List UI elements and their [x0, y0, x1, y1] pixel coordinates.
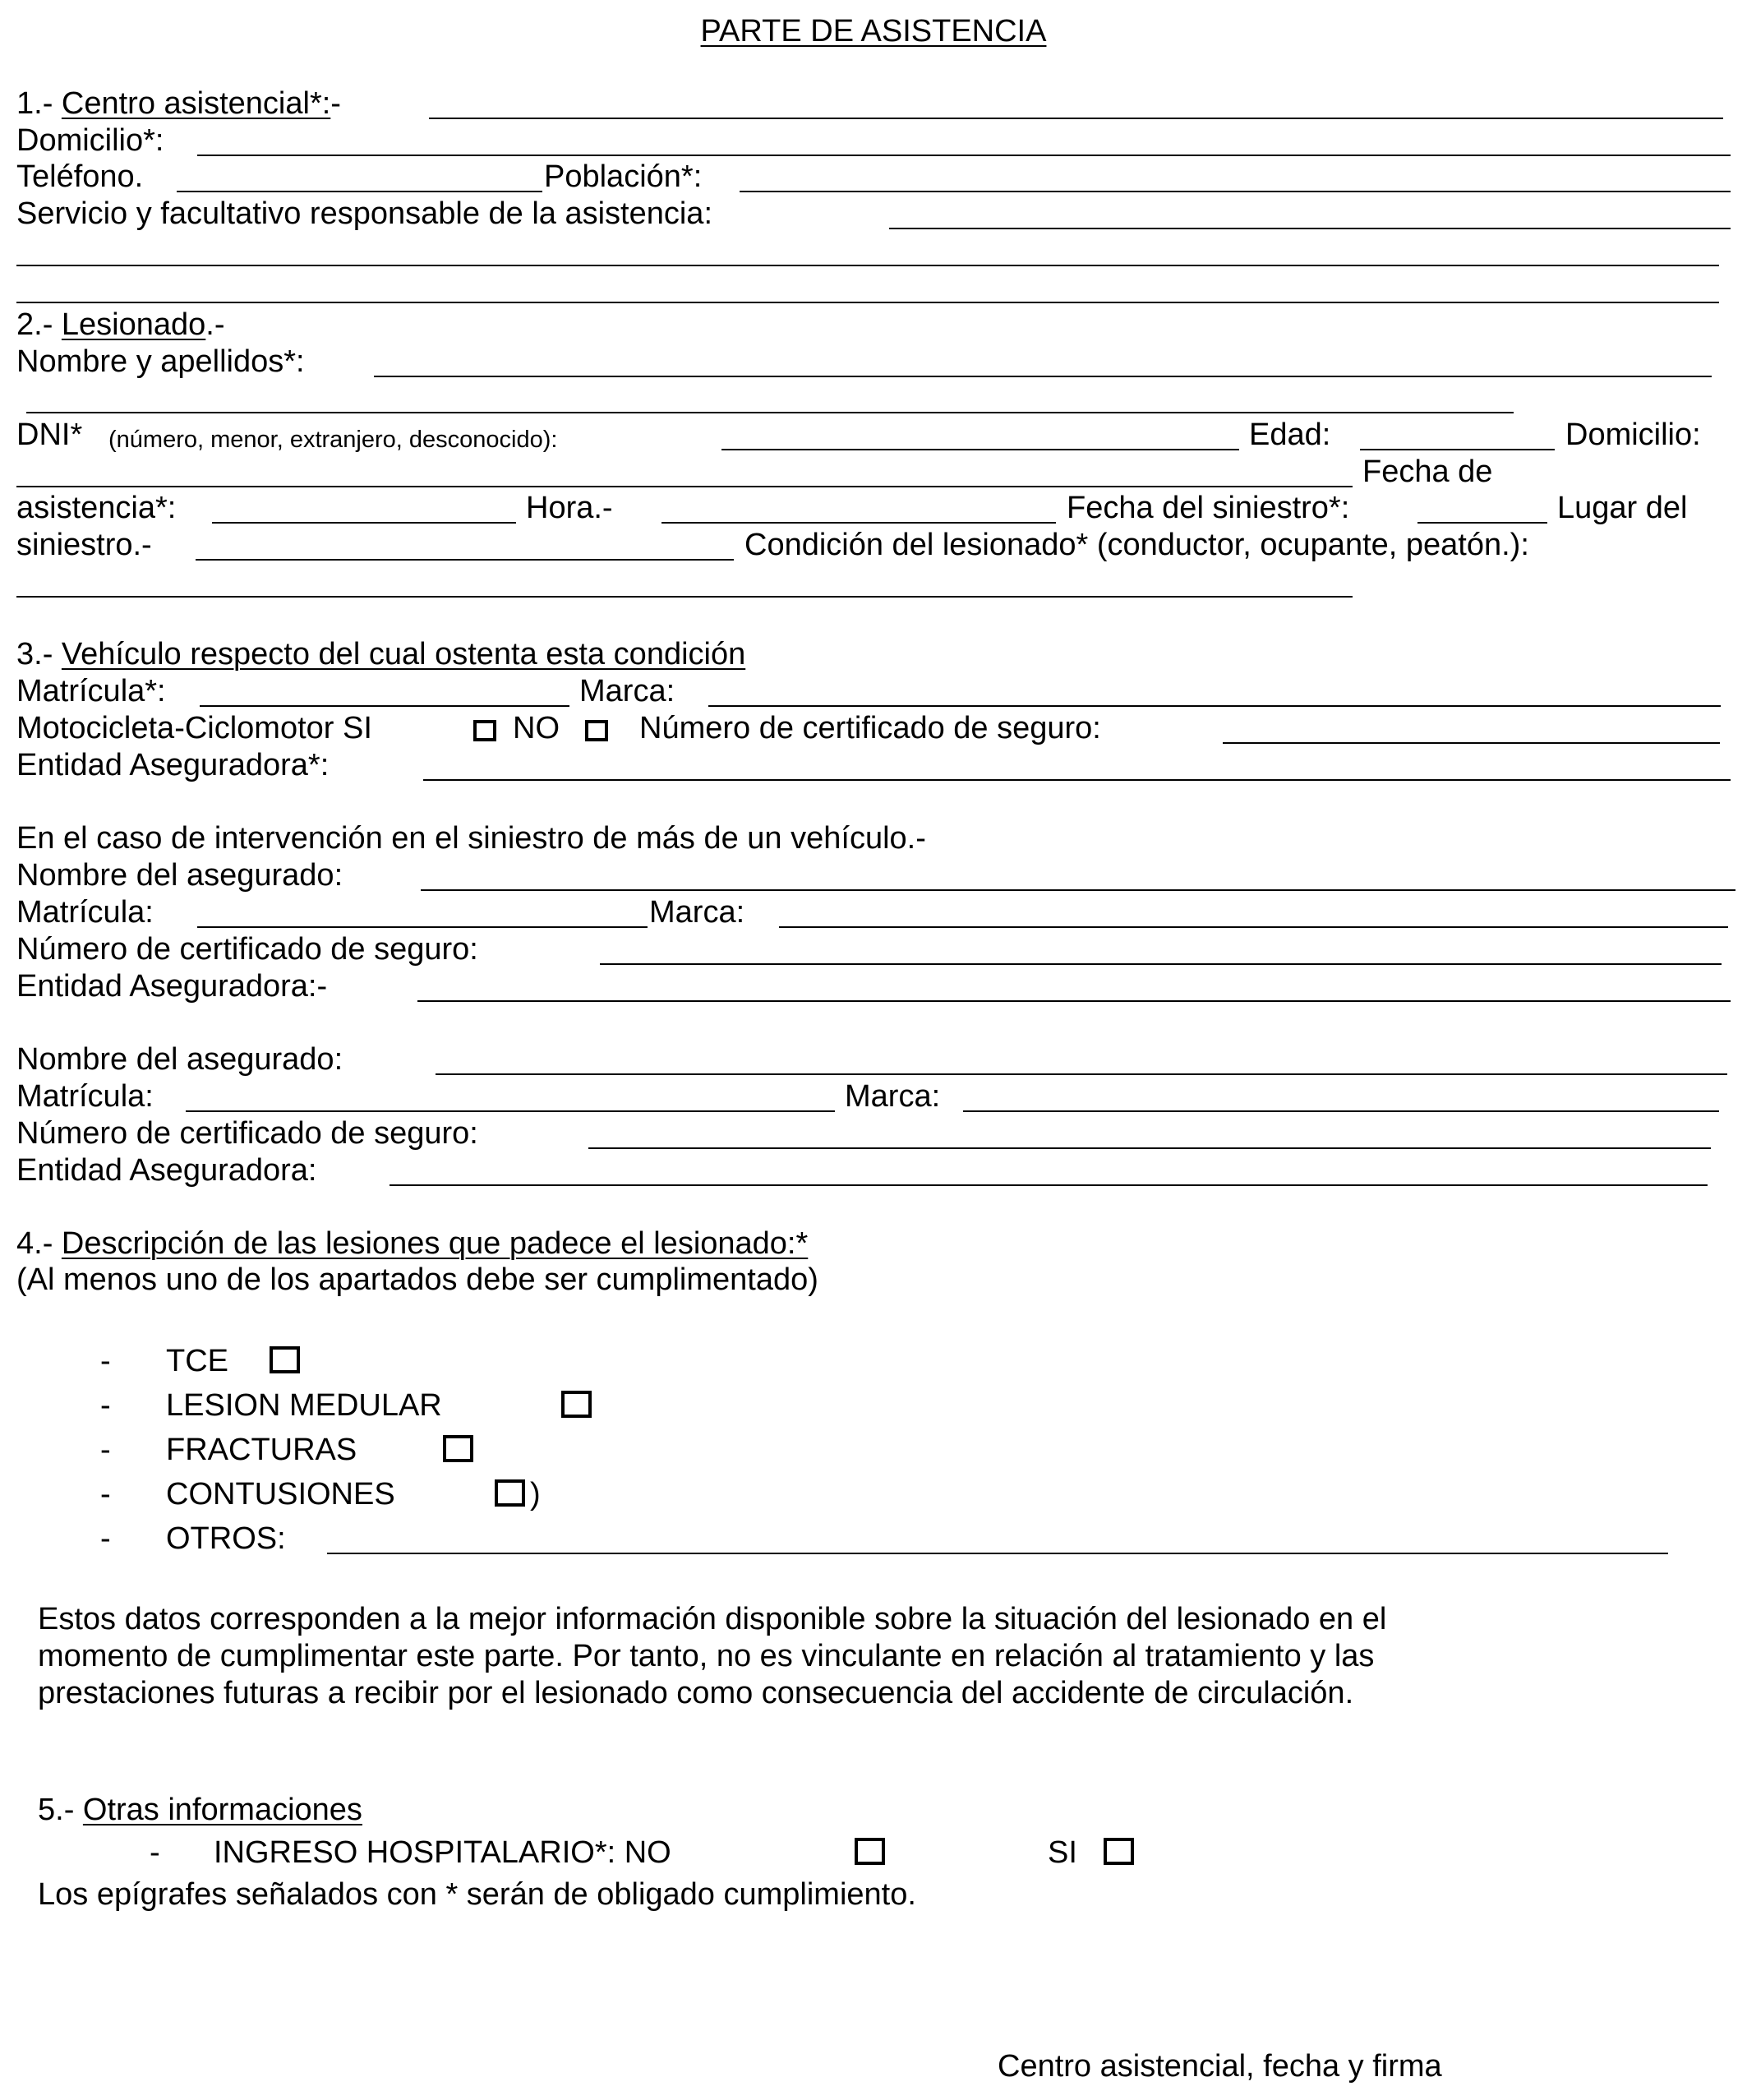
section3-heading: Vehículo respecto del cual ostenta esta condición [61, 637, 746, 672]
section2-hora-label: Hora.- [526, 491, 613, 525]
centro-asistencial-field[interactable] [429, 92, 1723, 119]
servicio-facultativo-field-2[interactable] [16, 239, 1719, 266]
condicion-lesionado-field[interactable] [16, 570, 1353, 598]
section5-header-line [0, 1792, 1747, 1830]
section3-moto-label: Motocicleta-Ciclomotor SI [16, 711, 372, 745]
section2-fecha-siniestro-label: Fecha del siniestro*: [1067, 491, 1350, 525]
section2-nombre-line [0, 344, 1747, 381]
section2-header-line [0, 307, 1747, 344]
ingreso-si-label: SI [1048, 1835, 1077, 1870]
title-line [0, 13, 1747, 51]
section1-heading: Centro asistencial*: [61, 86, 331, 121]
vehicle2-entidad-label: Entidad Aseguradora: [16, 1153, 317, 1188]
vehicle1-nombre-label: Nombre del asegurado: [16, 858, 343, 893]
section5-header [38, 1792, 362, 1828]
ingreso-no-checkbox[interactable] [855, 1838, 885, 1865]
section5-ingreso-line [0, 1835, 1747, 1872]
servicio-facultativo-field[interactable] [889, 202, 1731, 229]
vehicle1-matricula-field[interactable] [197, 901, 648, 928]
section4-number: 4.- [16, 1226, 62, 1261]
other-vehicles-intro-line [0, 820, 1747, 858]
vehicle1-entidad-label: Entidad Aseguradora:- [16, 969, 328, 1004]
vehiculo-entidad-field[interactable] [423, 754, 1731, 781]
section3-marca-label: Marca: [579, 674, 675, 708]
otros-lesiones-field[interactable] [327, 1527, 1668, 1554]
vehicle1-matricula-line [0, 894, 1747, 932]
contusiones-checkbox[interactable] [495, 1479, 525, 1507]
signature-label: Centro asistencial, fecha y firma [998, 2049, 1442, 2084]
fecha-asistencia-field[interactable] [212, 496, 516, 524]
section1-header [16, 85, 341, 122]
section2-domicilio-line [0, 454, 1747, 492]
section4-header-line [0, 1225, 1747, 1263]
section3-entidad-label: Entidad Aseguradora*: [16, 748, 330, 782]
section2-domicilio-label: Domicilio: [1565, 418, 1701, 452]
lesion-tce-label: TCE [166, 1344, 228, 1378]
vehicle1-marca-label: Marca: [649, 895, 745, 930]
vehiculo-certificado-field[interactable] [1223, 717, 1720, 744]
lesionado-nombre-field[interactable] [374, 350, 1712, 377]
section1-domicilio-line [0, 122, 1747, 160]
section5-bullet: - [150, 1835, 160, 1870]
lesion-bullet: - [100, 1521, 111, 1556]
other-vehicles-intro: En el caso de intervención en el siniestro de más de un vehículo.- [16, 821, 926, 856]
section2-nombre-label: Nombre y apellidos*: [16, 344, 305, 379]
lesion-item-contusiones [0, 1476, 1747, 1514]
section2-dni-label: DNI* [16, 418, 83, 452]
lesion-contusiones-label: CONTUSIONES [166, 1477, 395, 1512]
obligatorio-note-line [0, 1876, 1747, 1914]
section4-heading: Descripción de las lesiones que padece el lesionado:* [61, 1226, 809, 1261]
vehiculo-marca-field[interactable] [708, 680, 1721, 707]
vehicle2-marca-label: Marca: [845, 1079, 941, 1114]
fecha-siniestro-field[interactable] [1417, 496, 1547, 524]
vehicle2-nombre-field[interactable] [436, 1048, 1727, 1075]
disclaimer-text-2: momento de cumplimentar este parte. Por tanto, no es vinculante en relación al tratamiento y las [38, 1639, 1375, 1673]
lesion-bullet: - [100, 1477, 111, 1512]
section2-nombre-extra-line [0, 380, 1747, 418]
vehicle2-marca-field[interactable] [963, 1085, 1719, 1112]
section2-asistencia-label: asistencia*: [16, 491, 177, 525]
ingreso-hospitalario-label: INGRESO HOSPITALARIO*: NO [214, 1835, 671, 1870]
vehicle1-entidad-field[interactable] [417, 975, 1731, 1002]
vehicle1-entidad-line [0, 968, 1747, 1006]
section1-servicio-label: Servicio y facultativo responsable de la asistencia: [16, 196, 713, 231]
moto-no-checkbox[interactable] [585, 720, 608, 741]
vehicle2-matricula-line [0, 1078, 1747, 1116]
section2-edad-label: Edad: [1249, 418, 1331, 452]
section2-asistencia-line [0, 490, 1747, 528]
section1-number: 1.- [16, 86, 62, 121]
lesion-bullet: - [100, 1344, 111, 1378]
tce-checkbox[interactable] [270, 1346, 300, 1373]
section3-header [16, 636, 745, 672]
section3-number: 3.- [16, 637, 62, 672]
lesion-medular-checkbox[interactable] [561, 1391, 592, 1418]
vehicle2-certificado-field[interactable] [588, 1122, 1711, 1149]
section3-certificado-label: Número de certificado de seguro: [639, 711, 1101, 745]
section3-moto-no-label: NO [513, 711, 560, 745]
section2-fecha-de-label: Fecha de [1362, 455, 1493, 489]
lesion-item-fracturas [0, 1432, 1747, 1470]
servicio-extra-line-2 [0, 270, 1747, 307]
section1-servicio-line [0, 196, 1747, 233]
disclaimer-text-3: prestaciones futuras a recibir por el lesionado como consecuencia del accidente de circulación. [38, 1676, 1354, 1710]
section2-number: 2.- [16, 307, 62, 342]
vehicle2-certificado-line [0, 1115, 1747, 1153]
disclaimer-line-3 [0, 1675, 1747, 1713]
section4-note: (Al menos uno de los apartados debe ser cumplimentado) [16, 1262, 818, 1297]
section1-domicilio-label: Domicilio*: [16, 123, 164, 158]
vehicle2-nombre-line [0, 1041, 1747, 1079]
section1-header-line [0, 85, 1747, 123]
vehicle2-nombre-label: Nombre del asegurado: [16, 1042, 343, 1077]
servicio-extra-line-1 [0, 233, 1747, 270]
section2-header [16, 307, 225, 343]
obligatorio-note: Los epígrafes señalados con * serán de obligado cumplimiento. [38, 1877, 916, 1912]
section2-dni-hint: (número, menor, extranjero, desconocido): [108, 427, 558, 453]
vehicle2-matricula-label: Matrícula: [16, 1079, 154, 1114]
section2-siniestro-line [0, 527, 1747, 565]
centro-domicilio-field[interactable] [197, 129, 1731, 156]
document-title: PARTE DE ASISTENCIA [700, 14, 1047, 48]
vehicle1-matricula-label: Matrícula: [16, 895, 154, 930]
hora-field[interactable] [661, 496, 1056, 524]
lesion-otros-label: OTROS: [166, 1521, 286, 1556]
section2-condicion-label: Condición del lesionado* (conductor, ocupante, peatón.): [744, 528, 1529, 562]
lesion-item-tce [0, 1343, 1747, 1381]
section4-header [16, 1225, 808, 1262]
lesion-bullet: - [100, 1433, 111, 1467]
section1-telefono-line [0, 159, 1747, 196]
vehicle2-entidad-line [0, 1152, 1747, 1190]
section5-number: 5.- [38, 1793, 83, 1827]
centro-poblacion-field[interactable] [740, 165, 1731, 192]
vehicle1-marca-field[interactable] [779, 901, 1728, 928]
lesionado-dni-field[interactable] [721, 423, 1239, 450]
disclaimer-line-1 [0, 1601, 1747, 1639]
lugar-siniestro-field[interactable] [196, 533, 734, 561]
fracturas-checkbox[interactable] [443, 1435, 473, 1462]
lesionado-edad-field[interactable] [1360, 423, 1555, 450]
vehiculo-matricula-field[interactable] [200, 680, 569, 707]
section2-heading-suffix: .- [205, 307, 225, 342]
section3-entidad-line [0, 747, 1747, 785]
vehicle1-nombre-line [0, 857, 1747, 895]
vehicle1-certificado-line [0, 931, 1747, 969]
section1-poblacion-label: Población*: [544, 159, 703, 194]
lesionado-nombre-field-2[interactable] [26, 386, 1514, 413]
section3-matricula-line [0, 673, 1747, 711]
lesion-medular-label: LESION MEDULAR [166, 1388, 442, 1423]
section3-header-line [0, 636, 1747, 674]
section4-note-line [0, 1262, 1747, 1299]
disclaimer-line-2 [0, 1638, 1747, 1676]
section3-matricula-label: Matrícula*: [16, 674, 166, 708]
moto-si-checkbox[interactable] [473, 720, 496, 741]
section2-condicion-line [0, 564, 1747, 602]
lesion-bullet: - [100, 1388, 111, 1423]
section2-dni-line [0, 417, 1747, 455]
lesion-fracturas-label: FRACTURAS [166, 1433, 357, 1467]
section2-heading: Lesionado [61, 307, 206, 342]
vehicle1-certificado-field[interactable] [600, 938, 1722, 965]
vehicle2-certificado-label: Número de certificado de seguro: [16, 1116, 478, 1151]
vehicle2-entidad-field[interactable] [390, 1159, 1708, 1186]
section1-telefono-label: Teléfono. [16, 159, 144, 194]
servicio-facultativo-field-3[interactable] [16, 276, 1719, 303]
lesionado-domicilio-field[interactable] [16, 460, 1353, 487]
lesion-item-otros [0, 1521, 1747, 1558]
section1-heading-suffix: - [330, 86, 341, 121]
signature-line [0, 2048, 1747, 2086]
ingreso-si-checkbox[interactable] [1104, 1838, 1134, 1865]
contusiones-closing-paren: ) [530, 1477, 541, 1512]
centro-telefono-field[interactable] [177, 165, 542, 192]
vehicle2-matricula-field[interactable] [186, 1085, 835, 1112]
section2-lugar-label: Lugar del [1557, 491, 1688, 525]
section3-moto-line [0, 710, 1747, 748]
vehicle1-certificado-label: Número de certificado de seguro: [16, 932, 478, 967]
lesion-item-medular [0, 1387, 1747, 1425]
disclaimer-text-1: Estos datos corresponden a la mejor información disponible sobre la situación del lesionado en el [38, 1602, 1387, 1636]
section2-siniestro-label: siniestro.- [16, 528, 152, 562]
section5-heading: Otras informaciones [82, 1793, 362, 1827]
vehicle1-nombre-field[interactable] [421, 864, 1735, 891]
